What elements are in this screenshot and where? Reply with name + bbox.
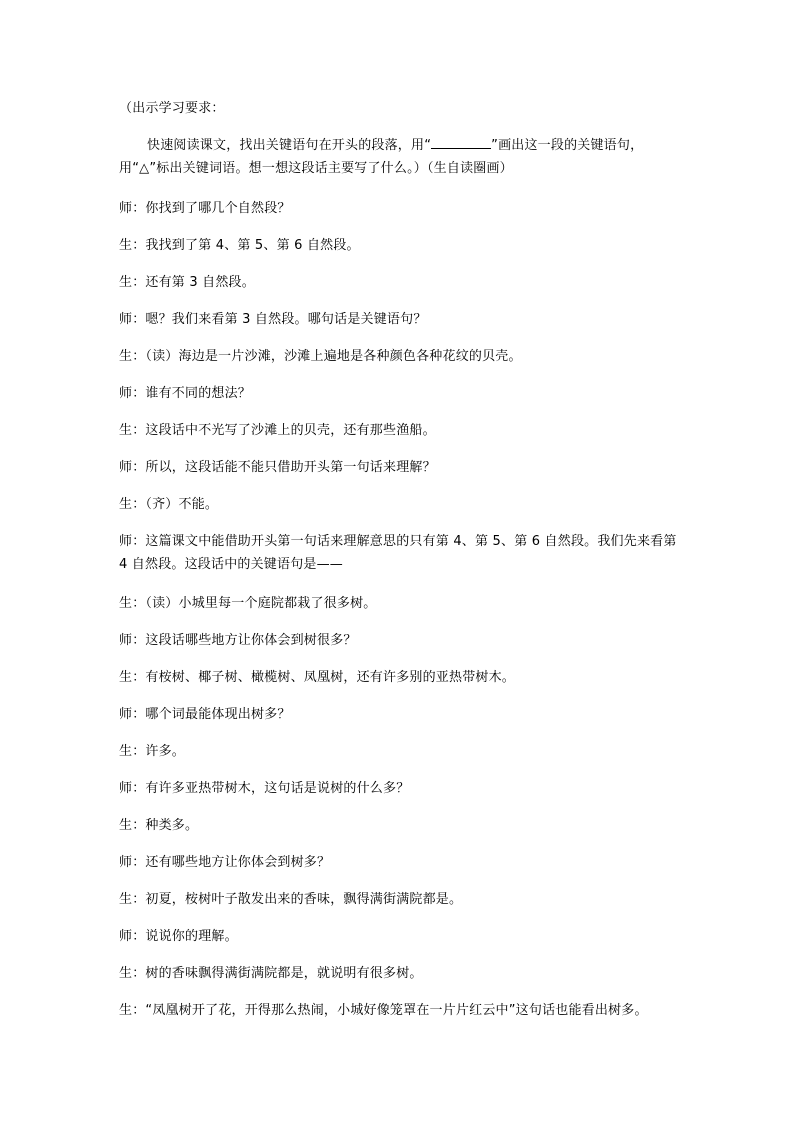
dialogue-line: 师：有许多亚热带树木，这句话是说树的什么多？ (119, 781, 410, 796)
dialogue-line: 生：许多。 (119, 744, 186, 759)
dialogue-line: 生：（读）海边是一片沙滩，沙滩上遍地是各种颜色各种花纹的贝壳。 (119, 349, 522, 364)
dialogue-line: 师：嗯？我们来看第 3 自然段。哪句话是关键语句？ (119, 312, 427, 327)
dialogue-line: 生：树的香味飘得满街满院都是，就说明有很多树。 (119, 966, 423, 981)
dialogue-line: 师：这段话哪些地方让你体会到树很多？ (119, 633, 357, 648)
dialogue-line: 师：所以，这段话能不能只借助开头第一句话来理解？ (119, 460, 436, 475)
instruction-text-part2: ”画出这一段的关键语句，用“△”标出关键词语。想一想这段话主要写了什么。）（生自读圈画） (119, 138, 644, 176)
dialogue-line: 师：还有哪些地方让你体会到树多？ (119, 855, 331, 870)
dialogue-line: 生：（读）小城里每一个庭院都栽了很多树。 (119, 596, 377, 611)
dialogue-line: 生：我找到了第 4、第 5、第 6 自然段。 (119, 238, 360, 253)
dialogue-line: 生：初夏，桉树叶子散发出来的香味，飘得满街满院都是。 (119, 892, 463, 907)
instruction-heading: （出示学习要求： (119, 101, 225, 116)
dialogue-line: 师：你找到了哪几个自然段？ (119, 201, 291, 216)
dialogue-line: 生：（齐）不能。 (119, 497, 219, 512)
dialogue-line: 生：种类多。 (119, 818, 199, 833)
dialogue-line: 生：还有第 3 自然段。 (119, 275, 255, 290)
dialogue-line: 生：“凤凰树开了花，开得那么热闹，小城好像笼罩在一片片红云中”这句话也能看出树多。 (119, 1003, 648, 1018)
instruction-text-part1: 快速阅读课文，找出关键语句在开头的段落，用“ (147, 138, 432, 153)
dialogue-line: 师：这篇课文中能借助开头第一句话来理解意思的只有第 4、第 5、第 6 自然段。我们先来看第 4 自然段。这段话中的关键语句是—— (119, 534, 677, 572)
underline-blank (431, 136, 491, 149)
dialogue-line: 师：说说你的理解。 (119, 929, 238, 944)
dialogue-line: 师：哪个词最能体现出树多？ (119, 707, 291, 722)
dialogue-line: 生：有桉树、椰子树、橄榄树、凤凰树，还有许多别的亚热带树木。 (119, 670, 516, 685)
dialogue-line: 生：这段话中不光写了沙滩上的贝壳，还有那些渔船。 (119, 423, 436, 438)
dialogue-line: 师：谁有不同的想法？ (119, 386, 252, 401)
instruction-paragraph (119, 134, 679, 180)
